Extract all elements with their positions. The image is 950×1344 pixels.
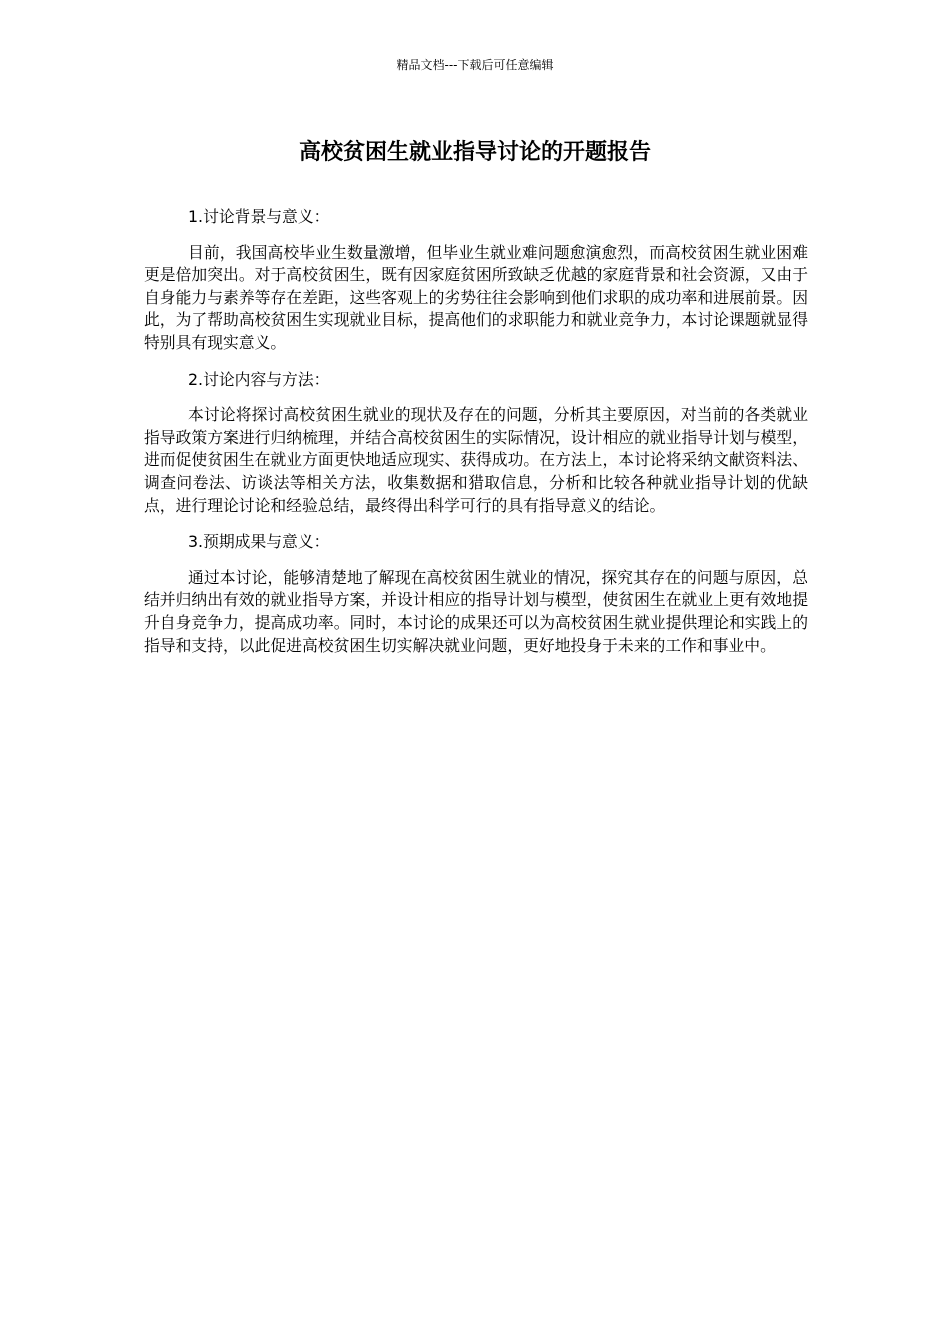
section-paragraph: 通过本讨论，能够清楚地了解现在高校贫困生就业的情况，探究其存在的问题与原因，总结并归纳出有效的就业指导方案，并设计相应的指导计划与模型，使贫困生在就业上更有效地提升自身竞争力，提高成功率。同时，本讨论的成果还可以为高校贫困生就业提供理论和实践上的指导和支持，以此促进高校贫困生切实解决就业问题，更好地投身于未来的工作和事业中。 — [144, 567, 808, 655]
section-heading: 1.讨论背景与意义： — [188, 207, 330, 226]
page-header-note: 精品文档---下载后可任意编辑 — [396, 58, 554, 72]
document-title: 高校贫困生就业指导讨论的开题报告 — [298, 140, 651, 165]
section-heading: 3.预期成果与意义： — [188, 532, 330, 552]
section-expected-results — [144, 531, 808, 657]
section-paragraph: 本讨论将探讨高校贫困生就业的现状及存在的问题，分析其主要原因，对当前的各类就业指导政策方案进行归纳梳理，并结合高校贫困生的实际情况，设计相应的就业指导计划与模型，进而促使贫困生在就业方面更快地适应现实、获得成功。在方法上，本讨论将采纳文献资料法、调查问卷法、访谈法等相关方法，收集数据和猎取信息，分析和比较各种就业指导计划的优缺点，进行理论讨论和经验总结，最终得出科学可行的具有指导意义的结论。 — [144, 405, 808, 515]
section-content-methods — [144, 369, 808, 518]
document-body — [144, 206, 808, 671]
section-background — [144, 206, 808, 355]
section-paragraph: 目前，我国高校毕业生数量激增，但毕业生就业难问题愈演愈烈，而高校贫困生就业困难更是倍加突出。对于高校贫困生，既有因家庭贫困所致缺乏优越的家庭背景和社会资源，又由于自身能力与素养等存在差距，这些客观上的劣势往往会影响到他们求职的成功率和进展前景。因此，为了帮助高校贫困生实现就业目标，提高他们的求职能力和就业竞争力，本讨论课题就显得特别具有现实意义。 — [144, 242, 808, 352]
section-heading: 2.讨论内容与方法： — [188, 369, 330, 389]
